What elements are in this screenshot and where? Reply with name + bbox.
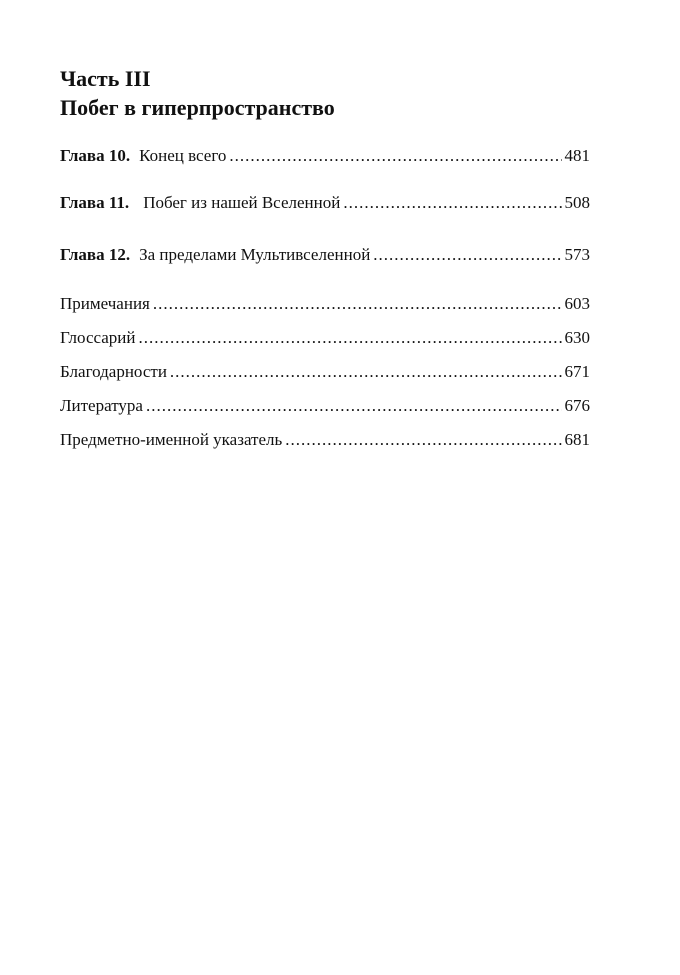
toc-entry-index[interactable] [60, 429, 590, 451]
entry-title: Конец всего [139, 146, 227, 165]
entry-title: За пределами Мультивселенной [139, 245, 371, 264]
toc-entry-literature[interactable] [60, 395, 590, 417]
page-number: 573 [564, 245, 590, 264]
page-number: 671 [564, 362, 590, 381]
dot-leader [373, 244, 561, 266]
dot-leader [139, 327, 562, 349]
entry-title: Предметно-именной указатель [60, 430, 283, 449]
entry-title: Примечания [60, 294, 150, 313]
entry-title: Благодарности [60, 362, 167, 381]
page-number: 681 [564, 430, 590, 449]
chapter-label: Глава 10. [60, 146, 131, 165]
toc-entry-notes[interactable] [60, 293, 590, 315]
part-heading [60, 64, 620, 122]
page-number: 676 [564, 396, 590, 415]
page-number: 481 [564, 146, 590, 165]
toc-entry-glossary[interactable] [60, 327, 590, 349]
toc-entry-acknowledgements[interactable] [60, 361, 590, 383]
dot-leader [170, 361, 562, 383]
part-number: Часть III [60, 66, 151, 91]
dot-leader [153, 293, 562, 315]
entry-title: Глоссарий [60, 328, 136, 347]
part-title: Побег в гиперпространство [60, 95, 335, 120]
dot-leader [285, 429, 561, 451]
dot-leader [146, 395, 562, 417]
chapter-label: Глава 11. [60, 193, 130, 212]
toc-entry-chapter-12[interactable] [60, 244, 590, 266]
entry-title: Побег из нашей Вселенной [143, 193, 341, 212]
toc-entry-chapter-10[interactable] [60, 145, 590, 167]
page-number: 603 [564, 294, 590, 313]
page-number: 508 [564, 193, 590, 212]
toc-entry-chapter-11[interactable] [60, 192, 590, 214]
dot-leader [343, 192, 561, 214]
entry-title: Литература [60, 396, 143, 415]
dot-leader [229, 145, 561, 167]
chapter-label: Глава 12. [60, 245, 131, 264]
page-number: 630 [564, 328, 590, 347]
